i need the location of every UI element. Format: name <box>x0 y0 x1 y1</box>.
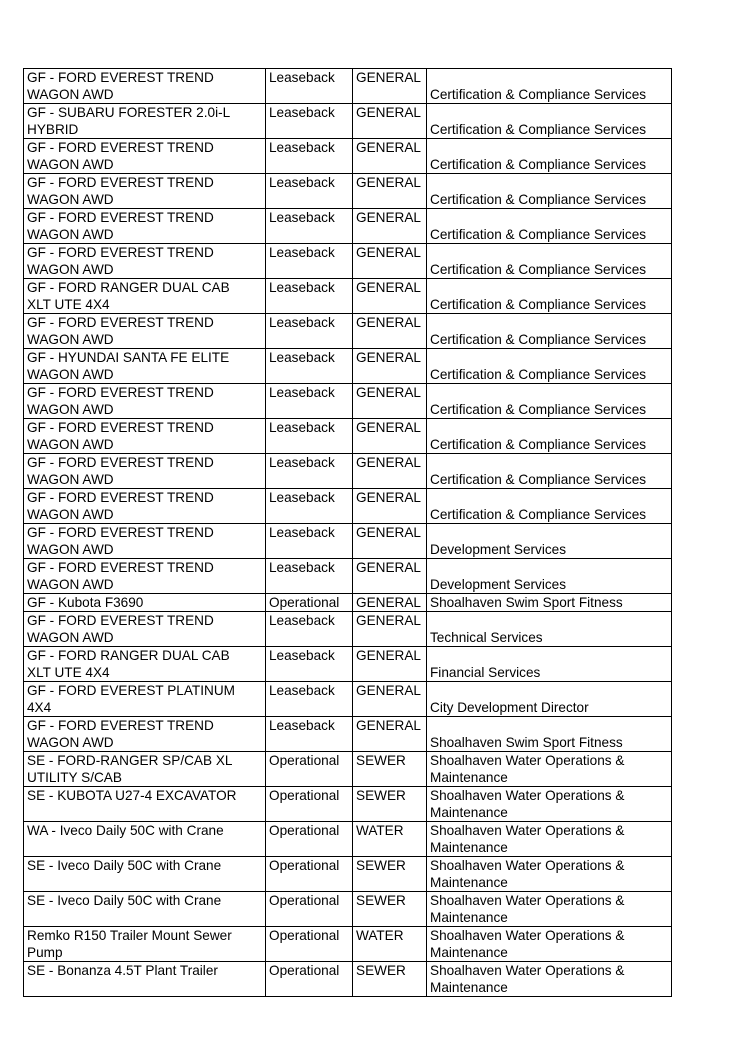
department-cell: Certification & Compliance Services <box>427 209 672 244</box>
vehicle-description-cell: GF - FORD EVEREST TREND WAGON AWD <box>24 454 266 489</box>
table-row <box>24 752 672 787</box>
lease-type-cell: Operational <box>266 892 353 927</box>
vehicle-description-cell: SE - KUBOTA U27-4 EXCAVATOR <box>24 787 266 822</box>
department-cell: Certification & Compliance Services <box>427 279 672 314</box>
department-cell: Shoalhaven Water Operations & Maintenance <box>427 857 672 892</box>
lease-type-cell: Operational <box>266 594 353 612</box>
department-cell: Financial Services <box>427 647 672 682</box>
lease-type-cell: Leaseback <box>266 174 353 209</box>
table-row <box>24 787 672 822</box>
vehicle-description-cell: GF - SUBARU FORESTER 2.0i-L HYBRID <box>24 104 266 139</box>
fund-cell: GENERAL <box>353 139 427 174</box>
fund-cell: WATER <box>353 927 427 962</box>
vehicle-description-cell: GF - FORD RANGER DUAL CAB XLT UTE 4X4 <box>24 279 266 314</box>
fund-cell: GENERAL <box>353 717 427 752</box>
fund-cell: GENERAL <box>353 682 427 717</box>
fund-cell: GENERAL <box>353 594 427 612</box>
department-cell: Certification & Compliance Services <box>427 244 672 279</box>
table-row <box>24 419 672 454</box>
vehicle-description-cell: GF - FORD EVEREST TREND WAGON AWD <box>24 69 266 104</box>
vehicle-description-cell: GF - FORD EVEREST TREND WAGON AWD <box>24 209 266 244</box>
department-cell: Shoalhaven Water Operations & Maintenance <box>427 787 672 822</box>
fund-cell: SEWER <box>353 892 427 927</box>
lease-type-cell: Leaseback <box>266 524 353 559</box>
table-row <box>24 244 672 279</box>
fleet-table <box>23 68 672 997</box>
table-row <box>24 892 672 927</box>
fund-cell: GENERAL <box>353 489 427 524</box>
department-cell: Shoalhaven Water Operations & Maintenance <box>427 822 672 857</box>
fund-cell: GENERAL <box>353 647 427 682</box>
fund-cell: GENERAL <box>353 69 427 104</box>
department-cell: Shoalhaven Swim Sport Fitness <box>427 594 672 612</box>
lease-type-cell: Leaseback <box>266 384 353 419</box>
lease-type-cell: Leaseback <box>266 209 353 244</box>
lease-type-cell: Leaseback <box>266 139 353 174</box>
table-row <box>24 139 672 174</box>
department-cell: Shoalhaven Swim Sport Fitness <box>427 717 672 752</box>
table-row <box>24 857 672 892</box>
fund-cell: SEWER <box>353 857 427 892</box>
vehicle-description-cell: GF - HYUNDAI SANTA FE ELITE WAGON AWD <box>24 349 266 384</box>
vehicle-description-cell: GF - FORD RANGER DUAL CAB XLT UTE 4X4 <box>24 647 266 682</box>
department-cell: Technical Services <box>427 612 672 647</box>
lease-type-cell: Operational <box>266 787 353 822</box>
fund-cell: SEWER <box>353 787 427 822</box>
vehicle-description-cell: GF - FORD EVEREST TREND WAGON AWD <box>24 174 266 209</box>
lease-type-cell: Leaseback <box>266 717 353 752</box>
fund-cell: GENERAL <box>353 454 427 489</box>
table-row <box>24 454 672 489</box>
lease-type-cell: Leaseback <box>266 244 353 279</box>
table-row <box>24 647 672 682</box>
department-cell: Certification & Compliance Services <box>427 384 672 419</box>
fund-cell: GENERAL <box>353 559 427 594</box>
vehicle-description-cell: GF - FORD EVEREST TREND WAGON AWD <box>24 419 266 454</box>
vehicle-description-cell: GF - FORD EVEREST TREND WAGON AWD <box>24 384 266 419</box>
department-cell: Certification & Compliance Services <box>427 454 672 489</box>
fund-cell: WATER <box>353 822 427 857</box>
vehicle-description-cell: SE - Bonanza 4.5T Plant Trailer <box>24 962 266 997</box>
table-row <box>24 69 672 104</box>
fund-cell: GENERAL <box>353 209 427 244</box>
lease-type-cell: Leaseback <box>266 69 353 104</box>
vehicle-description-cell: GF - FORD EVEREST TREND WAGON AWD <box>24 314 266 349</box>
table-row <box>24 209 672 244</box>
department-cell: Certification & Compliance Services <box>427 139 672 174</box>
table-row <box>24 682 672 717</box>
table-row <box>24 822 672 857</box>
department-cell: Certification & Compliance Services <box>427 174 672 209</box>
lease-type-cell: Operational <box>266 962 353 997</box>
lease-type-cell: Leaseback <box>266 647 353 682</box>
lease-type-cell: Leaseback <box>266 104 353 139</box>
department-cell: Certification & Compliance Services <box>427 104 672 139</box>
department-cell: City Development Director <box>427 682 672 717</box>
lease-type-cell: Leaseback <box>266 559 353 594</box>
fund-cell: SEWER <box>353 752 427 787</box>
vehicle-description-cell: SE - FORD-RANGER SP/CAB XL UTILITY S/CAB <box>24 752 266 787</box>
vehicle-description-cell: GF - FORD EVEREST TREND WAGON AWD <box>24 244 266 279</box>
lease-type-cell: Leaseback <box>266 612 353 647</box>
table-row <box>24 927 672 962</box>
department-cell: Shoalhaven Water Operations & Maintenance <box>427 962 672 997</box>
table-row <box>24 279 672 314</box>
lease-type-cell: Leaseback <box>266 454 353 489</box>
vehicle-description-cell: WA - Iveco Daily 50C with Crane <box>24 822 266 857</box>
table-row <box>24 612 672 647</box>
fund-cell: GENERAL <box>353 419 427 454</box>
fund-cell: GENERAL <box>353 244 427 279</box>
department-cell: Shoalhaven Water Operations & Maintenance <box>427 927 672 962</box>
lease-type-cell: Operational <box>266 822 353 857</box>
fund-cell: GENERAL <box>353 384 427 419</box>
table-row <box>24 962 672 997</box>
table-row <box>24 384 672 419</box>
department-cell: Development Services <box>427 559 672 594</box>
vehicle-description-cell: GF - FORD EVEREST PLATINUM 4X4 <box>24 682 266 717</box>
fund-cell: GENERAL <box>353 104 427 139</box>
vehicle-description-cell: GF - FORD EVEREST TREND WAGON AWD <box>24 489 266 524</box>
department-cell: Shoalhaven Water Operations & Maintenance <box>427 892 672 927</box>
department-cell: Certification & Compliance Services <box>427 69 672 104</box>
fund-cell: GENERAL <box>353 174 427 209</box>
vehicle-description-cell: SE - Iveco Daily 50C with Crane <box>24 892 266 927</box>
vehicle-description-cell: Remko R150 Trailer Mount Sewer Pump <box>24 927 266 962</box>
lease-type-cell: Leaseback <box>266 279 353 314</box>
department-cell: Certification & Compliance Services <box>427 314 672 349</box>
table-row <box>24 559 672 594</box>
vehicle-description-cell: GF - FORD EVEREST TREND WAGON AWD <box>24 717 266 752</box>
department-cell: Certification & Compliance Services <box>427 349 672 384</box>
table-row <box>24 104 672 139</box>
vehicle-description-cell: GF - FORD EVEREST TREND WAGON AWD <box>24 524 266 559</box>
lease-type-cell: Leaseback <box>266 349 353 384</box>
table-row <box>24 174 672 209</box>
fund-cell: SEWER <box>353 962 427 997</box>
department-cell: Development Services <box>427 524 672 559</box>
vehicle-description-cell: SE - Iveco Daily 50C with Crane <box>24 857 266 892</box>
fleet-table-body <box>24 69 672 997</box>
department-cell: Shoalhaven Water Operations & Maintenance <box>427 752 672 787</box>
vehicle-description-cell: GF - FORD EVEREST TREND WAGON AWD <box>24 612 266 647</box>
lease-type-cell: Operational <box>266 857 353 892</box>
lease-type-cell: Leaseback <box>266 489 353 524</box>
vehicle-description-cell: GF - FORD EVEREST TREND WAGON AWD <box>24 139 266 174</box>
table-row <box>24 717 672 752</box>
fund-cell: GENERAL <box>353 349 427 384</box>
fund-cell: GENERAL <box>353 279 427 314</box>
fund-cell: GENERAL <box>353 524 427 559</box>
lease-type-cell: Leaseback <box>266 314 353 349</box>
department-cell: Certification & Compliance Services <box>427 419 672 454</box>
table-row <box>24 314 672 349</box>
lease-type-cell: Operational <box>266 927 353 962</box>
table-row <box>24 594 672 612</box>
fund-cell: GENERAL <box>353 612 427 647</box>
table-row <box>24 489 672 524</box>
department-cell: Certification & Compliance Services <box>427 489 672 524</box>
lease-type-cell: Leaseback <box>266 682 353 717</box>
vehicle-description-cell: GF - Kubota F3690 <box>24 594 266 612</box>
fund-cell: GENERAL <box>353 314 427 349</box>
lease-type-cell: Leaseback <box>266 419 353 454</box>
vehicle-description-cell: GF - FORD EVEREST TREND WAGON AWD <box>24 559 266 594</box>
table-row <box>24 524 672 559</box>
lease-type-cell: Operational <box>266 752 353 787</box>
table-row <box>24 349 672 384</box>
